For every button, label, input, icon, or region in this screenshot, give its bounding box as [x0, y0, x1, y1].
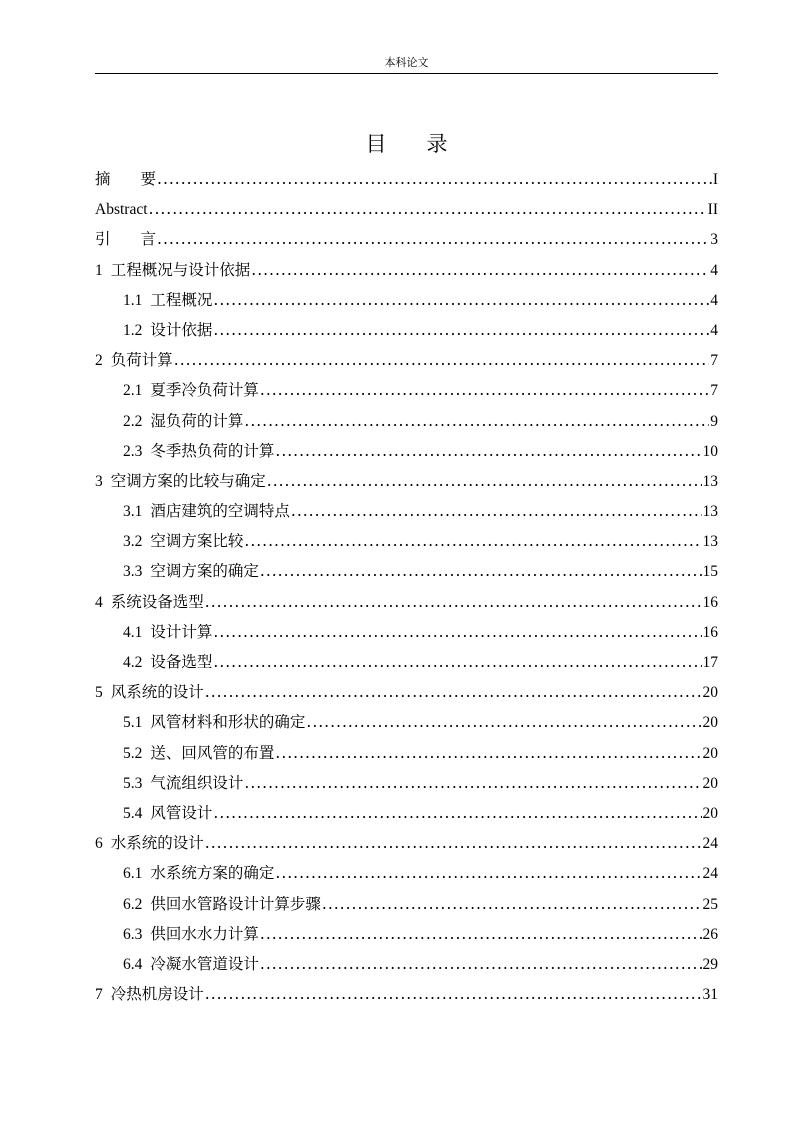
toc-entry-number: 6.2 — [123, 895, 143, 913]
toc-dot-leader — [267, 466, 702, 496]
toc-dot-leader — [205, 828, 702, 858]
toc-entry-text: 设计依据 — [150, 320, 213, 339]
toc-entry[interactable] — [95, 496, 718, 526]
toc-entry[interactable] — [95, 647, 718, 677]
toc-entry-text: 空调方案的比较与确定 — [110, 471, 266, 490]
toc-dot-leader — [157, 164, 712, 194]
toc-entry-label — [123, 707, 305, 738]
toc-entry-label — [95, 255, 250, 286]
toc-entry[interactable] — [95, 224, 718, 254]
toc-entry-number: 5 — [95, 684, 103, 702]
toc-entry-text: 水系统的设计 — [110, 834, 204, 853]
toc-entry-number: 5.1 — [123, 714, 143, 732]
toc-entry-text: 系统设备选型 — [110, 592, 204, 611]
toc-entry-label — [123, 315, 212, 346]
toc-dot-leader — [213, 647, 701, 677]
toc-dot-leader — [149, 194, 707, 224]
toc-entry-text: 引 — [95, 230, 111, 249]
toc-dot-leader — [244, 768, 701, 798]
toc-entry-label — [95, 164, 156, 194]
toc-entry-number: 5.4 — [123, 804, 143, 822]
toc-entry-label — [95, 587, 204, 618]
toc-entry-text: 气流组织设计 — [150, 773, 244, 792]
toc-dot-leader — [213, 285, 709, 315]
toc-entry-number: 3.2 — [123, 533, 143, 551]
toc-entry-label — [123, 858, 274, 889]
toc-entry-text: 工程概况与设计依据 — [110, 260, 251, 279]
toc-entry-text: 风系统的设计 — [110, 683, 204, 702]
toc-entry-page-number: 20 — [702, 774, 718, 792]
table-of-contents — [95, 164, 718, 1009]
toc-entry-text: 要 — [140, 170, 157, 188]
toc-entry-page-number: 7 — [710, 352, 718, 370]
toc-entry[interactable] — [95, 707, 718, 737]
toc-entry-number: 1 — [95, 261, 103, 279]
toc-entry-number: 3 — [95, 472, 103, 490]
toc-entry[interactable] — [95, 617, 718, 647]
toc-dot-leader — [213, 617, 701, 647]
toc-entry-page-number: 15 — [702, 563, 718, 581]
toc-entry-label — [123, 798, 212, 829]
toc-entry[interactable] — [95, 436, 718, 466]
toc-entry-label — [123, 647, 212, 678]
toc-entry[interactable] — [95, 587, 718, 617]
toc-entry-page-number: 20 — [702, 804, 718, 822]
toc-entry-number: 6.4 — [123, 955, 143, 973]
toc-entry-page-number: 7 — [710, 382, 718, 400]
toc-entry[interactable] — [95, 858, 718, 888]
page-header: 本科论文 — [384, 56, 429, 69]
toc-entry-number: 4.1 — [123, 623, 143, 641]
toc-entry-text: 空调方案的确定 — [150, 562, 259, 581]
toc-entry[interactable] — [95, 194, 718, 224]
toc-dot-leader — [260, 949, 702, 979]
toc-entry-page-number: 4 — [710, 321, 718, 339]
toc-entry[interactable] — [95, 919, 718, 949]
toc-entry-text: 供回水水力计算 — [150, 924, 259, 943]
toc-entry-label — [123, 617, 212, 648]
toc-entry-label — [123, 768, 243, 799]
toc-entry-label — [95, 466, 266, 497]
toc-entry-text: 送、回风管的布置 — [150, 743, 275, 762]
toc-entry-page-number: 31 — [702, 986, 718, 1004]
toc-entry-label — [123, 496, 290, 527]
toc-dot-leader — [291, 496, 702, 526]
toc-entry[interactable] — [95, 798, 718, 828]
toc-entry[interactable] — [95, 255, 718, 285]
toc-entry-label — [123, 738, 274, 769]
toc-entry-label — [123, 375, 259, 406]
toc-entry[interactable] — [95, 556, 718, 586]
toc-entry-page-number: 16 — [702, 593, 718, 611]
toc-dot-leader — [322, 889, 702, 919]
toc-entry-text: 湿负荷的计算 — [150, 411, 244, 430]
toc-dot-leader — [205, 979, 702, 1009]
toc-entry-number: 4.2 — [123, 654, 143, 671]
toc-entry[interactable] — [95, 828, 718, 858]
toc-entry-number: 6.1 — [123, 865, 143, 883]
toc-entry-label — [123, 406, 243, 437]
toc-entry-label — [123, 949, 259, 980]
toc-title-left: 目 — [365, 132, 387, 156]
toc-entry-page-number: 20 — [702, 684, 718, 702]
toc-entry-text: 冬季热负荷的计算 — [150, 441, 275, 460]
toc-entry-text: 酒店建筑的空调特点 — [150, 502, 290, 521]
toc-entry-number: 6.3 — [123, 925, 143, 943]
toc-entry-number: 7 — [95, 986, 103, 1004]
toc-entry-text: 夏季冷负荷计算 — [150, 381, 259, 400]
toc-dot-leader — [275, 858, 701, 888]
toc-dot-leader — [157, 224, 709, 254]
toc-dot-leader — [260, 375, 709, 405]
toc-entry-page-number: 13 — [702, 503, 718, 521]
toc-entry-page-number: II — [707, 201, 718, 219]
toc-entry-number: 1.2 — [123, 321, 143, 339]
toc-dot-leader — [213, 315, 709, 345]
toc-dot-leader — [260, 556, 702, 586]
toc-entry-label — [123, 526, 243, 557]
toc-entry-page-number: 4 — [710, 261, 718, 279]
toc-entry-text: 风管设计 — [150, 803, 213, 822]
toc-dot-leader — [205, 677, 702, 707]
toc-entry-text: 负荷计算 — [110, 351, 173, 370]
toc-entry-page-number: 25 — [702, 895, 718, 913]
toc-entry-page-number: 13 — [702, 472, 718, 490]
toc-entry-label — [95, 677, 204, 708]
toc-entry-page-number: 26 — [702, 925, 718, 943]
toc-entry-page-number: 17 — [702, 654, 718, 671]
toc-entry-label — [123, 285, 212, 316]
toc-entry-text: 冷凝水管道设计 — [150, 954, 259, 973]
toc-entry-page-number: I — [712, 171, 718, 188]
toc-entry-page-number: 16 — [702, 623, 718, 641]
toc-dot-leader — [244, 406, 709, 436]
toc-dot-leader — [251, 255, 709, 285]
toc-entry[interactable] — [95, 315, 718, 345]
toc-dot-leader — [174, 345, 709, 375]
toc-title — [95, 130, 718, 158]
toc-entry-text: 工程概况 — [150, 290, 213, 309]
toc-entry[interactable] — [95, 466, 718, 496]
toc-entry-text: 风管材料和形状的确定 — [150, 713, 306, 732]
toc-entry-label — [95, 345, 173, 376]
toc-entry-label — [95, 979, 204, 1010]
toc-entry-number: 3.1 — [123, 503, 143, 521]
toc-entry[interactable] — [95, 375, 718, 405]
toc-dot-leader — [213, 798, 701, 828]
toc-entry-label — [95, 224, 156, 254]
toc-entry[interactable] — [95, 526, 718, 556]
toc-entry-label — [123, 436, 274, 467]
toc-entry[interactable] — [95, 345, 718, 375]
toc-entry[interactable] — [95, 889, 718, 919]
toc-entry-page-number: 10 — [702, 442, 718, 460]
toc-entry-text: 供回水管路设计计算步骤 — [150, 894, 321, 913]
toc-entry-page-number: 20 — [702, 744, 718, 762]
toc-entry-number: 5.2 — [123, 744, 143, 762]
toc-title-right: 录 — [426, 132, 448, 156]
toc-entry-label — [95, 828, 204, 859]
toc-entry-page-number: 29 — [702, 955, 718, 973]
toc-entry-number: 4 — [95, 593, 103, 611]
toc-dot-leader — [260, 919, 702, 949]
toc-entry-number: 2.3 — [123, 442, 143, 460]
toc-entry-text: 言 — [140, 230, 157, 249]
header-rule — [95, 73, 718, 74]
toc-entry-text: 水系统方案的确定 — [150, 864, 275, 883]
toc-entry-number: 2.2 — [123, 412, 143, 430]
toc-entry-label — [123, 556, 259, 587]
toc-entry-text: 摘 — [95, 170, 111, 188]
toc-entry-label — [95, 194, 148, 225]
toc-dot-leader — [244, 526, 701, 556]
toc-entry-number: 2.1 — [123, 382, 143, 400]
toc-entry-text: 空调方案比较 — [150, 532, 244, 551]
toc-entry-text: 设备选型 — [150, 653, 213, 671]
toc-entry[interactable] — [95, 949, 718, 979]
toc-entry[interactable] — [95, 164, 718, 194]
toc-entry[interactable] — [95, 285, 718, 315]
toc-entry-page-number: 13 — [702, 533, 718, 551]
toc-entry[interactable] — [95, 738, 718, 768]
toc-dot-leader — [205, 587, 702, 617]
toc-entry-page-number: 24 — [702, 835, 718, 853]
toc-entry-number: 6 — [95, 835, 103, 853]
toc-entry-number: 1.1 — [123, 291, 143, 309]
toc-entry-label — [123, 919, 259, 950]
toc-entry-page-number: 24 — [702, 865, 718, 883]
toc-entry-number: 5.3 — [123, 774, 143, 792]
toc-entry-text: 设计计算 — [150, 622, 213, 641]
toc-entry[interactable] — [95, 677, 718, 707]
toc-entry[interactable] — [95, 406, 718, 436]
toc-entry-page-number: 9 — [710, 412, 718, 430]
toc-entry-page-number: 4 — [710, 291, 718, 309]
toc-entry-text: 冷热机房设计 — [110, 985, 204, 1004]
toc-entry-text: Abstract — [95, 201, 148, 219]
toc-entry-page-number: 3 — [710, 231, 718, 249]
toc-entry-number: 3.3 — [123, 563, 143, 581]
toc-entry[interactable] — [95, 979, 718, 1009]
toc-entry-label — [123, 889, 321, 920]
toc-dot-leader — [306, 707, 701, 737]
toc-dot-leader — [275, 436, 701, 466]
toc-dot-leader — [275, 738, 701, 768]
toc-entry[interactable] — [95, 768, 718, 798]
toc-entry-page-number: 20 — [702, 714, 718, 732]
toc-entry-number: 2 — [95, 352, 103, 370]
